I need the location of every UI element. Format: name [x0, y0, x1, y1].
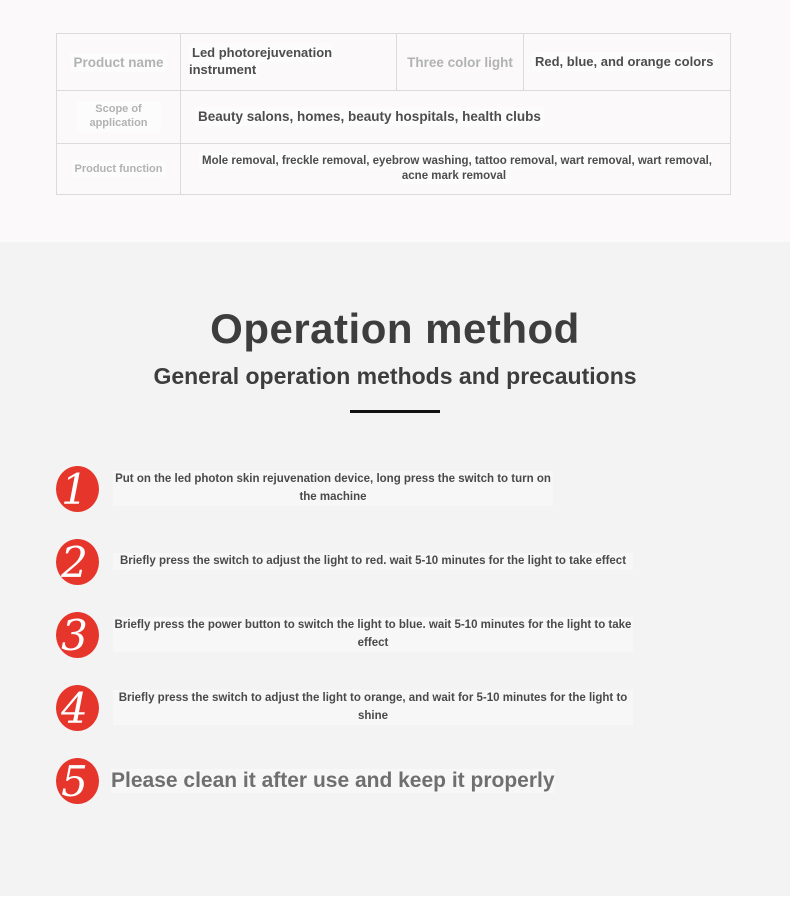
- step-text: Please clean it after use and keep it properly: [111, 768, 555, 792]
- step-text: Briefly press the power button to switch the light to blue. wait 5-10 minutes for the light to take effect: [113, 617, 633, 652]
- spec-value-text: Red, blue, and orange colors: [532, 52, 716, 71]
- spec-label-text: Scope of application: [77, 101, 161, 133]
- spec-value-product-name: [181, 34, 397, 91]
- step-text: Briefly press the switch to adjust the light to orange, and wait for 5-10 minutes for the light to shine: [113, 690, 633, 725]
- spec-section: [0, 0, 790, 242]
- step-text: Briefly press the switch to adjust the light to red. wait 5-10 minutes for the light to take effect: [113, 553, 633, 570]
- spec-value-text: Mole removal, freckle removal, eyebrow washing, tattoo removal, wart removal, wart removal, acne mark removal: [199, 153, 712, 184]
- section-subtitle: General operation methods and precautions: [153, 363, 637, 390]
- step-number-badge: [56, 539, 99, 585]
- operation-step-2: [56, 539, 790, 585]
- section-title: Operation method: [210, 305, 580, 352]
- spec-label-scope: [57, 91, 181, 144]
- spec-row-function: [57, 144, 731, 195]
- spec-value-scope: [181, 91, 731, 144]
- step-text: Put on the led photon skin rejuvenation device, long press the switch to turn on the machine: [113, 471, 553, 506]
- spec-label-function: [57, 144, 181, 195]
- spec-label-text: Product function: [72, 161, 166, 177]
- spec-label-text: Three color light: [407, 54, 513, 70]
- step-number-badge: [56, 685, 99, 731]
- spec-table: [56, 33, 731, 195]
- step-number: 1: [61, 464, 88, 514]
- spec-value-light-colors: [524, 34, 731, 91]
- spec-value-text: Beauty salons, homes, beauty hospitals, health clubs: [195, 107, 544, 126]
- title-divider: [350, 410, 440, 413]
- bottom-strip: [0, 896, 790, 901]
- spec-label-product-name: [57, 34, 181, 91]
- step-number-badge: [56, 612, 99, 658]
- step-number: 5: [61, 756, 88, 806]
- step-number: 2: [61, 537, 88, 587]
- spec-row-product-name: [57, 34, 731, 91]
- step-number-badge: [56, 466, 99, 512]
- step-number-badge: [56, 758, 99, 804]
- step-number: 3: [61, 610, 88, 660]
- operation-section: [0, 242, 790, 896]
- operation-step-3: [56, 612, 790, 658]
- spec-value-text: Led photorejuvenation instrument: [189, 45, 333, 77]
- spec-label-text: Product name: [70, 53, 166, 72]
- spec-row-scope: [57, 91, 731, 144]
- operation-steps: [0, 466, 790, 804]
- operation-step-5: [56, 758, 790, 804]
- operation-step-1: [56, 466, 790, 512]
- operation-step-4: [56, 685, 790, 731]
- step-number: 4: [61, 683, 88, 733]
- spec-value-function: [181, 144, 731, 195]
- spec-label-three-color-light: [397, 34, 524, 91]
